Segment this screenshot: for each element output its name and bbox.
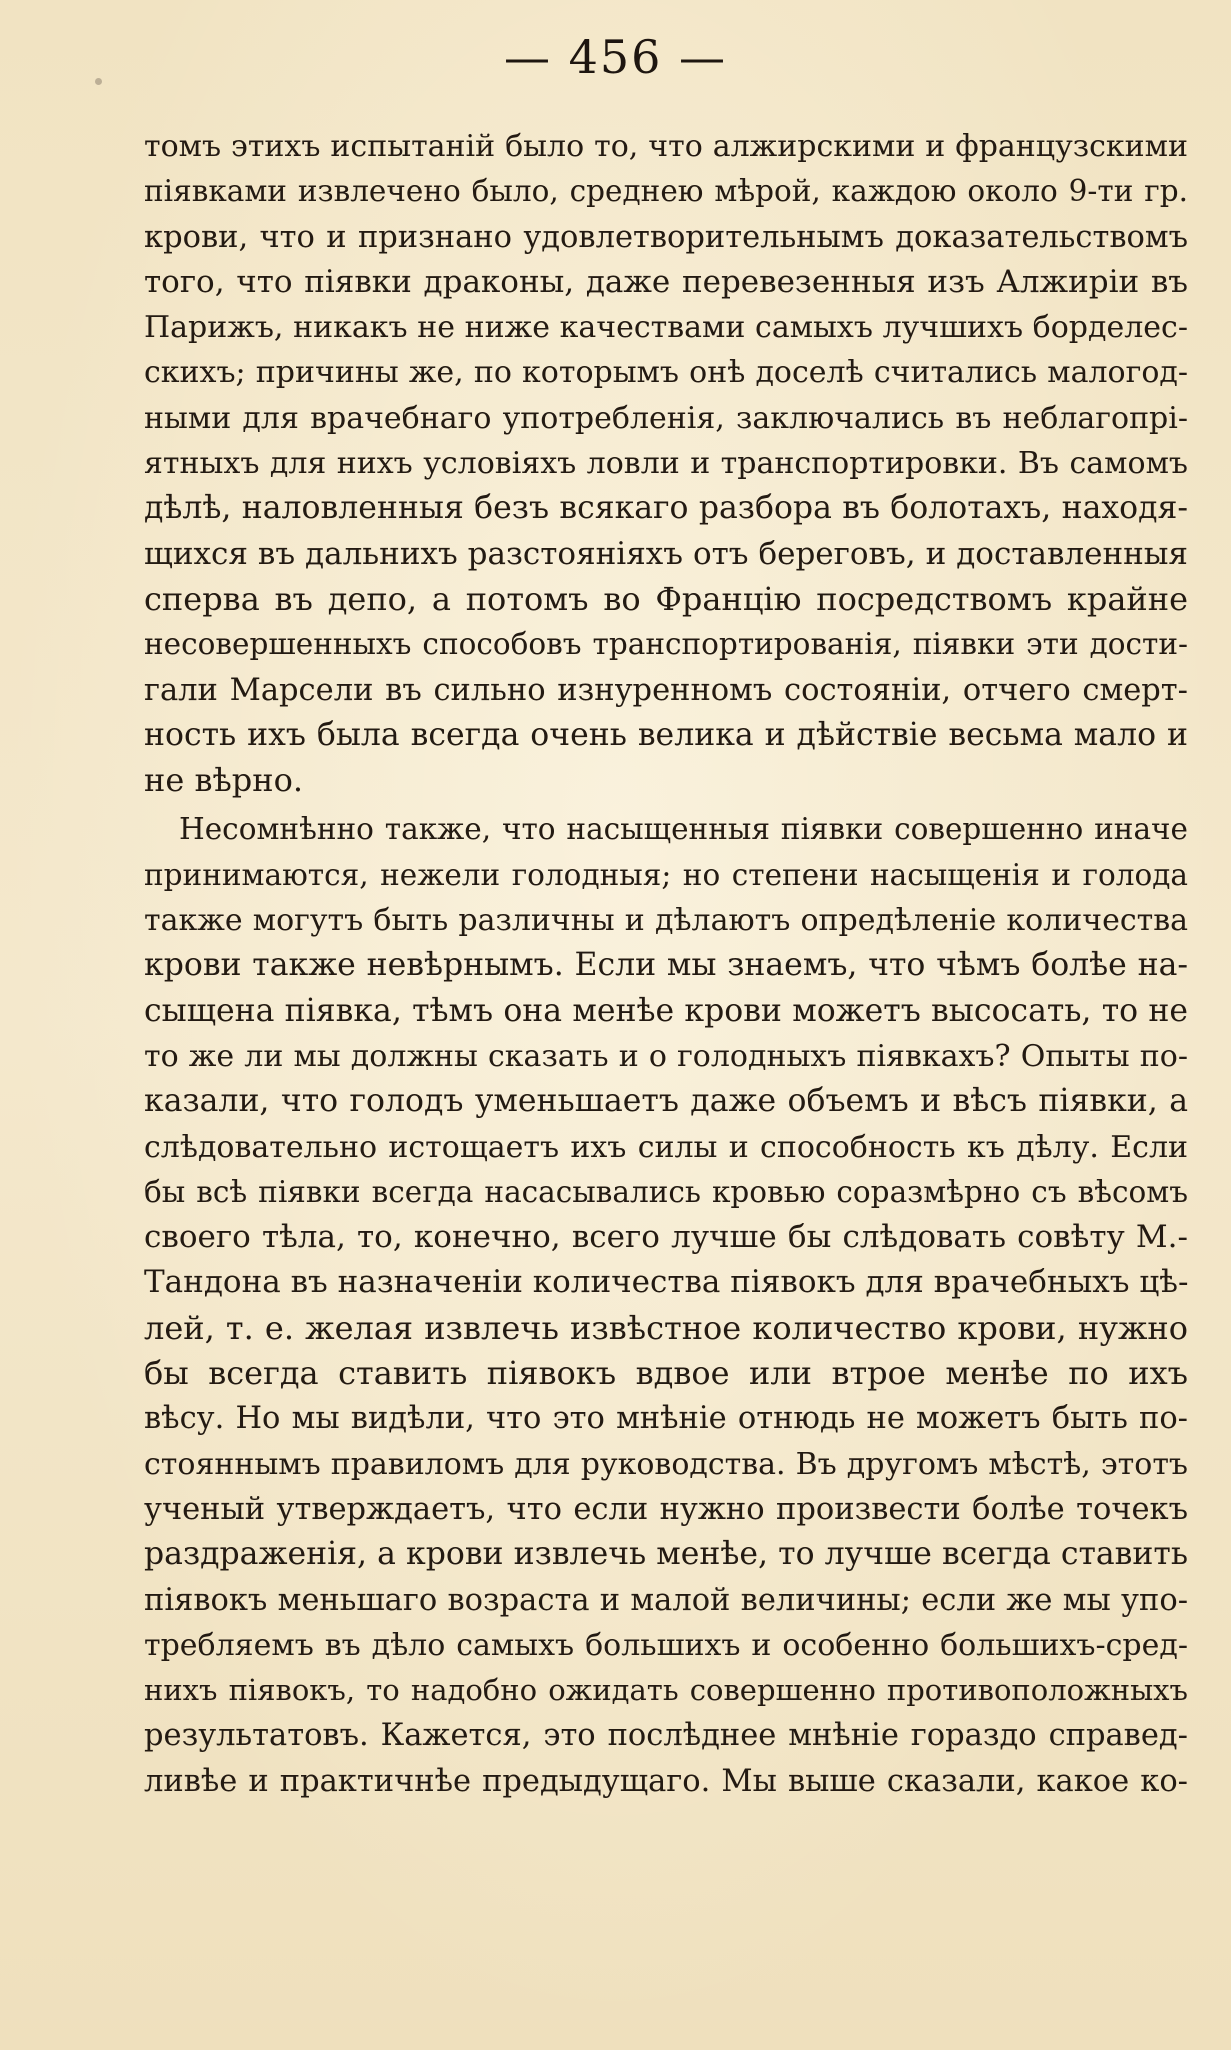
text-line: щихся въ дальнихъ разстояніяхъ отъ береговъ, и доставленныя (144, 535, 1188, 572)
text-line: скихъ; причины же, по которымъ онѣ доселѣ считались малогод- (144, 355, 1188, 391)
text-line: крови, что и признано удовлетворительнымъ доказательствомъ (144, 219, 1188, 255)
text-line: лей, т. е. желая извлечь извѣстное количество крови, нужно (144, 1308, 1188, 1347)
ink-speck (95, 78, 102, 85)
text-line: піявками извлечено было, среднею мѣрой, каждою около 9-ти гр. (144, 174, 1188, 209)
text-line: ными для врачебнаго употребленія, заключались въ неблагопрі- (144, 400, 1188, 436)
text-line: того, что піявки драконы, даже перевезенныя изъ Алжиріи въ (144, 263, 1188, 300)
body-text (144, 124, 1188, 1804)
text-line: ученый утверждаетъ, что если нужно произвести болѣе точекъ (144, 1491, 1188, 1527)
text-line: несовершенныхъ способовъ транспортированія, піявки эти дости- (144, 627, 1188, 662)
text-line: то же ли мы должны сказать и о голодныхъ піявкахъ? Опыты по- (144, 1038, 1188, 1074)
text-line: также могутъ быть различны и дѣлаютъ опредѣленіе количества (144, 903, 1188, 939)
text-line: Несомнѣнно также, что насыщенныя піявки совершенно иначе (179, 812, 1188, 847)
text-line: ятныхъ для нихъ условіяхъ ловли и транспортировки. Въ самомъ (144, 446, 1188, 482)
page-number: — 456 — (503, 30, 728, 84)
text-line: вѣсу. Но мы видѣли, что это мнѣніе отнюдь не можетъ быть по- (144, 1401, 1188, 1437)
text-line: бы всегда ставить піявокъ вдвое или втрое менѣе по ихъ (144, 1354, 1188, 1393)
text-line: стояннымъ правиломъ для руководства. Въ другомъ мѣстѣ, этотъ (144, 1446, 1188, 1482)
text-line: сперва въ депо, а потомъ во Францію посредствомъ крайне (144, 579, 1188, 618)
text-line: бы всѣ піявки всегда насасывались кровью соразмѣрно съ вѣсомъ (144, 1174, 1188, 1209)
text-line: Парижъ, никакъ не ниже качествами самыхъ лучшихъ борделес- (144, 310, 1188, 346)
text-line: дѣлѣ, наловленныя безъ всякаго разбора въ болотахъ, находя- (144, 490, 1188, 527)
text-line: ность ихъ была всегда очень велика и дѣйствіе весьма мало и (144, 716, 1188, 753)
text-line: гали Марсели въ сильно изнуренномъ состояніи, отчего смерт- (144, 672, 1188, 708)
text-line: результатовъ. Кажется, это послѣднее мнѣніе гораздо справед- (144, 1718, 1188, 1754)
text-line: своего тѣла, то, конечно, всего лучше бы слѣдовать совѣту М.- (144, 1219, 1188, 1256)
text-line: ливѣе и практичнѣе предыдущаго. Мы выше сказали, какое ко- (144, 1763, 1188, 1799)
text-line: принимаются, нежели голодныя; но степени насыщенія и голода (144, 857, 1188, 892)
text-line: раздраженія, а крови извлечь менѣе, то лучше всегда ставить (144, 1536, 1188, 1573)
text-line: казали, что голодъ уменьшаетъ даже объемъ и вѣсъ піявки, а (144, 1083, 1188, 1120)
text-line: піявокъ меньшаго возраста и малой величины; если же мы упо- (144, 1582, 1188, 1618)
text-line: крови также невѣрнымъ. Если мы знаемъ, что чѣмъ болѣе на- (144, 947, 1188, 984)
text-line: слѣдовательно истощаетъ ихъ силы и способность къ дѣлу. Если (144, 1129, 1188, 1165)
text-line: Тандона въ назначеніи количества піявокъ для врачебныхъ цѣ- (144, 1264, 1188, 1301)
text-line: требляемъ въ дѣло самыхъ большихъ и особенно большихъ-сред- (144, 1627, 1188, 1663)
text-line: томъ этихъ испытаній было то, что алжирскими и французскими (144, 129, 1188, 164)
text-line: не вѣрно. (144, 761, 303, 800)
text-line: нихъ піявокъ, то надобно ожидать совершенно противоположныхъ (144, 1673, 1188, 1708)
text-line: сыщена піявка, тѣмъ она менѣе крови можетъ высосать, то не (144, 992, 1188, 1029)
